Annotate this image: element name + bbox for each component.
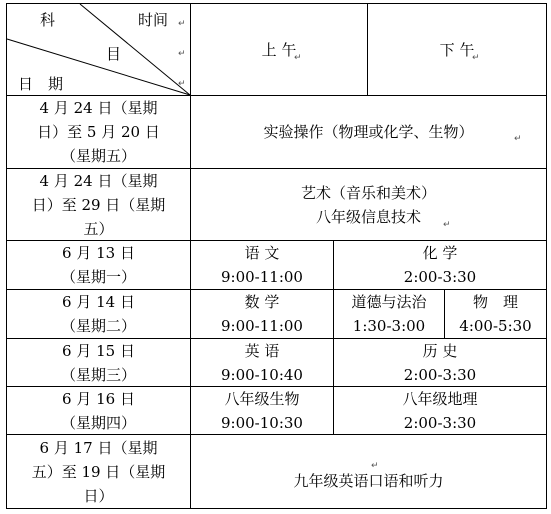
exam-time: 9:00-10:40 bbox=[221, 365, 303, 384]
header-time-label: 时间 bbox=[138, 11, 169, 29]
afternoon-exam-cell bbox=[334, 339, 546, 386]
exam-time: 2:00-3:30 bbox=[403, 365, 477, 384]
date-line: 6 月 17 日（星期 bbox=[39, 438, 158, 457]
table-border-bottom bbox=[6, 508, 547, 509]
paragraph-mark: ↵ bbox=[294, 53, 302, 63]
exam-subject: 道德与法治 bbox=[351, 293, 427, 311]
exam-subject: 英 语 bbox=[244, 341, 280, 360]
paragraph-mark: ↵ bbox=[443, 220, 451, 230]
morning-exam-cell bbox=[191, 339, 333, 386]
date-cell bbox=[7, 339, 190, 386]
date-cell bbox=[7, 290, 190, 338]
exam-subject: 八年级地理 bbox=[402, 389, 478, 408]
date-line: （星期一） bbox=[60, 268, 136, 286]
paragraph-mark: ↵ bbox=[472, 53, 480, 63]
date-line: 五）至 19 日（星期 bbox=[31, 462, 166, 481]
exam-subject: 数 学 bbox=[244, 293, 280, 311]
exam-time: 2:00-3:30 bbox=[403, 268, 477, 286]
date-cell bbox=[7, 241, 190, 289]
paragraph-mark: ↵ bbox=[371, 461, 379, 471]
date-line: 4 月 24 日（星期 bbox=[39, 171, 158, 190]
morning-exam-cell bbox=[191, 387, 333, 434]
exam-subject: 化 学 bbox=[422, 244, 458, 262]
date-line: 6 月 15 日 bbox=[62, 341, 135, 360]
paragraph-mark: ↵ bbox=[178, 79, 186, 89]
afternoon-exam-cell bbox=[334, 241, 546, 289]
date-line: 4 月 24 日（星期 bbox=[39, 99, 158, 117]
merged-exam-cell bbox=[191, 96, 546, 168]
header-morning-label: 上 午 bbox=[261, 40, 297, 59]
date-line: 日） bbox=[83, 486, 114, 505]
date-cell bbox=[7, 169, 190, 240]
exam-time: 1:30-3:00 bbox=[352, 317, 426, 335]
exam-time: 9:00-10:30 bbox=[221, 413, 303, 432]
header-morning bbox=[191, 4, 367, 95]
header-date-label: 日 期 bbox=[18, 75, 64, 93]
paragraph-mark: ↵ bbox=[178, 49, 186, 59]
exam-time: 2:00-3:30 bbox=[403, 413, 477, 432]
merged-exam-cell bbox=[191, 169, 546, 240]
exam-subject: 九年级英语口语和听力 bbox=[293, 471, 444, 490]
date-cell bbox=[7, 435, 190, 508]
date-line: （星期五） bbox=[60, 147, 136, 165]
morning-exam-cell bbox=[191, 241, 333, 289]
date-cell bbox=[7, 96, 190, 168]
date-line: 6 月 16 日 bbox=[62, 389, 135, 408]
afternoon-exam-cell bbox=[445, 290, 546, 338]
exam-time: 4:00-5:30 bbox=[459, 317, 532, 335]
header-item-label: 目 bbox=[106, 45, 122, 63]
afternoon-exam-cell bbox=[334, 290, 444, 338]
date-line: 6 月 14 日 bbox=[62, 293, 135, 311]
date-line: 五） bbox=[83, 219, 114, 238]
date-line: 6 月 13 日 bbox=[62, 244, 135, 262]
exam-subject: 八年级信息技术 bbox=[315, 207, 421, 226]
date-line: （星期二） bbox=[60, 317, 136, 335]
date-cell bbox=[7, 387, 190, 434]
paragraph-mark: ↵ bbox=[514, 134, 522, 144]
exam-subject: 语 文 bbox=[244, 244, 280, 262]
merged-exam-cell bbox=[191, 435, 546, 508]
exam-subject: 实验操作（物理或化学、生物） bbox=[263, 123, 474, 141]
header-afternoon-label: 下 午 bbox=[439, 40, 475, 59]
date-line: 日）至 29 日（星期 bbox=[31, 195, 166, 214]
exam-subject: 八年级生物 bbox=[224, 389, 300, 408]
exam-time: 9:00-11:00 bbox=[221, 317, 303, 335]
paragraph-mark: ↵ bbox=[178, 19, 186, 29]
header-afternoon bbox=[368, 4, 546, 95]
exam-schedule-table bbox=[6, 3, 547, 509]
header-subject-label: 科 bbox=[40, 11, 56, 29]
morning-exam-cell bbox=[191, 290, 333, 338]
date-line: 日）至 5 月 20 日 bbox=[37, 123, 160, 141]
exam-subject: 艺术（音乐和美术） bbox=[300, 183, 436, 202]
exam-subject: 历 史 bbox=[422, 341, 458, 360]
date-line: （星期三） bbox=[60, 365, 136, 384]
afternoon-exam-cell bbox=[334, 387, 546, 434]
date-line: （星期四） bbox=[60, 413, 136, 432]
exam-time: 9:00-11:00 bbox=[221, 268, 303, 286]
exam-subject: 物 理 bbox=[472, 293, 518, 311]
